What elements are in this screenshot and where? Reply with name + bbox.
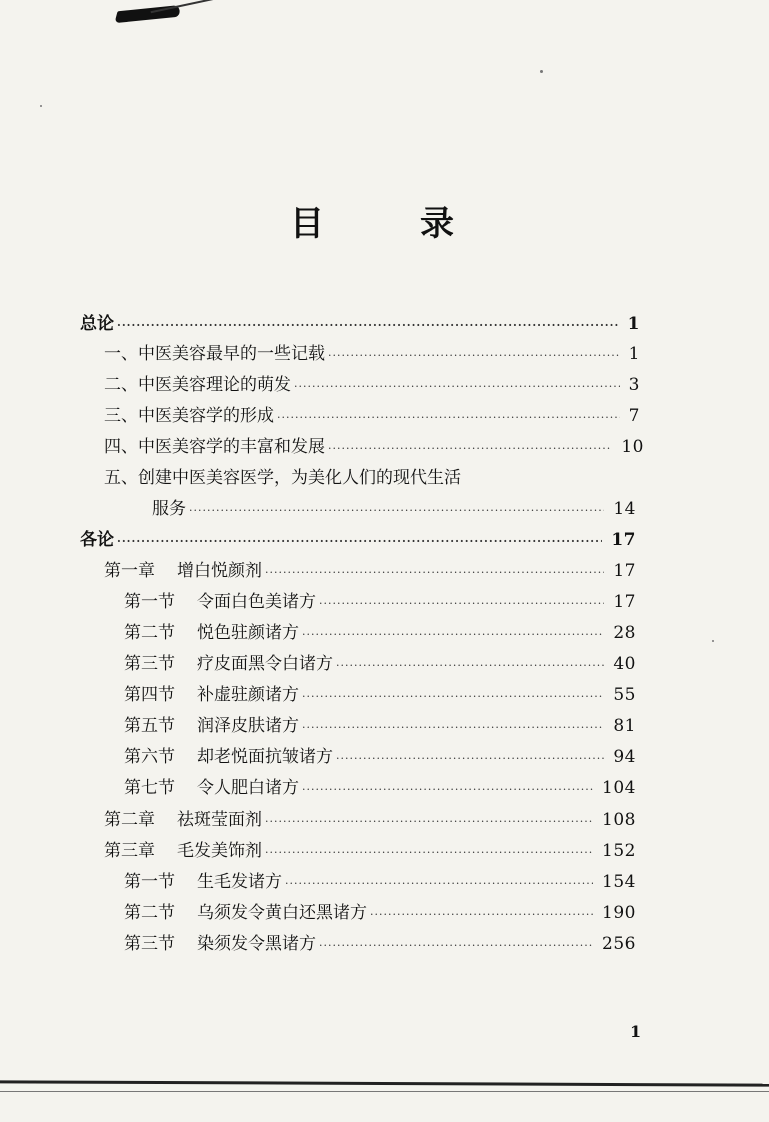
toc-label xyxy=(124,868,282,896)
toc-section-title: 却老悦面抗皱诸方 xyxy=(197,747,333,767)
toc-page-number: 154 xyxy=(602,872,636,892)
toc-page-number: 17 xyxy=(613,561,636,581)
toc-section[interactable] xyxy=(124,743,636,771)
toc-label xyxy=(104,806,262,834)
toc-section-number: 第三节 xyxy=(124,654,175,674)
toc-section-title: 悦色驻颜诸方 xyxy=(197,623,299,643)
toc-label: 二、中医美容理论的萌发 xyxy=(104,375,291,395)
toc-chapter-title: 祛斑莹面剂 xyxy=(177,810,262,830)
toc-section-number: 第五节 xyxy=(124,716,175,736)
toc-section-number: 第六节 xyxy=(124,747,175,767)
dot-leader xyxy=(265,808,593,836)
bottom-rule-thin xyxy=(0,1091,769,1092)
toc-label xyxy=(124,650,333,678)
toc-chapter-number: 第三章 xyxy=(104,841,155,861)
toc-section[interactable] xyxy=(104,402,640,430)
toc-label xyxy=(124,619,299,647)
dot-leader xyxy=(117,312,619,340)
toc-section[interactable] xyxy=(124,650,636,678)
toc-page-number: 7 xyxy=(628,406,640,426)
dot-leader xyxy=(302,683,604,711)
toc-section[interactable] xyxy=(124,930,636,958)
toc-chapter-title: 增白悦颜剂 xyxy=(177,561,262,581)
toc-label xyxy=(104,837,262,865)
toc-section-number: 第七节 xyxy=(124,778,175,798)
toc-page-number: 108 xyxy=(602,810,636,830)
toc-section[interactable] xyxy=(124,868,636,896)
toc-page-number: 55 xyxy=(613,685,636,705)
toc-section[interactable] xyxy=(124,774,636,802)
toc-section[interactable] xyxy=(104,340,640,368)
dot-leader xyxy=(117,528,602,556)
dot-leader xyxy=(294,373,620,401)
toc-page-number: 17 xyxy=(613,592,636,612)
toc-section[interactable] xyxy=(124,588,636,616)
toc-chapter-number: 第二章 xyxy=(104,810,155,830)
toc-label xyxy=(124,899,367,927)
dot-leader xyxy=(265,559,604,587)
toc-chapter-number: 第一章 xyxy=(104,561,155,581)
toc-section-title: 令人肥白诸方 xyxy=(197,778,299,798)
dot-leader xyxy=(328,342,620,370)
dot-leader xyxy=(302,621,604,649)
toc-section-title: 令面白色美诸方 xyxy=(197,592,316,612)
page-number: 1 xyxy=(630,1022,642,1041)
toc-chapter[interactable] xyxy=(104,557,636,585)
toc-page-number: 104 xyxy=(602,778,636,798)
toc-section-number: 第二节 xyxy=(124,903,175,923)
dot-leader xyxy=(189,497,604,525)
toc-section-number: 第四节 xyxy=(124,685,175,705)
toc-page-number: 1 xyxy=(628,344,640,364)
toc-section[interactable] xyxy=(104,464,624,492)
toc-page-number: 14 xyxy=(613,499,636,519)
toc-section-number: 第二节 xyxy=(124,623,175,643)
toc-section-title: 疗皮面黑令白诸方 xyxy=(197,654,333,674)
dot-leader xyxy=(336,745,604,773)
toc-page-number: 190 xyxy=(602,903,636,923)
dot-leader xyxy=(328,435,612,463)
toc-label: 五、创建中医美容医学，为美化人们的现代生活 xyxy=(104,468,461,488)
toc-section-title: 生毛发诸方 xyxy=(197,872,282,892)
toc-label xyxy=(124,774,299,802)
toc-section-title: 润泽皮肤诸方 xyxy=(197,716,299,736)
toc-label: 一、中医美容最早的一些记载 xyxy=(104,344,325,364)
toc-label xyxy=(124,930,316,958)
toc-label xyxy=(104,557,262,585)
toc-label: 总论 xyxy=(80,314,114,334)
dot-leader xyxy=(285,870,593,898)
dot-leader xyxy=(302,714,604,742)
toc-section-title: 乌须发令黄白还黑诸方 xyxy=(197,903,367,923)
toc-page-number: 40 xyxy=(613,654,636,674)
toc-section[interactable] xyxy=(104,433,644,461)
toc-section[interactable] xyxy=(124,712,636,740)
toc-label xyxy=(124,743,333,771)
toc-page-number: 256 xyxy=(602,934,636,954)
toc-section[interactable] xyxy=(104,371,640,399)
dot-leader xyxy=(277,404,620,432)
toc-page-number: 10 xyxy=(621,437,644,457)
toc-chapter-title: 毛发美饰剂 xyxy=(177,841,262,861)
toc-section-number: 第一节 xyxy=(124,872,175,892)
toc-label xyxy=(124,712,299,740)
toc-page-number: 81 xyxy=(613,716,636,736)
toc-label: 服务 xyxy=(152,499,186,519)
toc-label xyxy=(124,588,316,616)
dot-leader xyxy=(336,652,604,680)
toc-section[interactable] xyxy=(124,681,636,709)
toc-page-number: 17 xyxy=(611,530,636,550)
toc-section-number: 第一节 xyxy=(124,592,175,612)
toc-page-number: 28 xyxy=(613,623,636,643)
toc-chapter[interactable] xyxy=(104,806,636,834)
toc-section-title: 补虚驻颜诸方 xyxy=(197,685,299,705)
title-char-2: 录 xyxy=(420,204,454,244)
toc-label xyxy=(124,681,299,709)
dot-leader xyxy=(302,776,593,804)
dot-leader xyxy=(319,932,593,960)
toc-label: 三、中医美容学的形成 xyxy=(104,406,274,426)
toc-section-continued[interactable] xyxy=(152,495,636,523)
toc-page-number: 3 xyxy=(628,375,640,395)
toc-page-number: 152 xyxy=(602,841,636,861)
toc-label: 四、中医美容学的丰富和发展 xyxy=(104,437,325,457)
title-char-1: 目 xyxy=(290,204,324,244)
toc-section[interactable] xyxy=(124,899,636,927)
toc-page-number: 1 xyxy=(627,314,640,334)
toc-label: 各论 xyxy=(80,530,114,550)
toc-section-number: 第三节 xyxy=(124,934,175,954)
toc-page-number: 94 xyxy=(613,747,636,767)
toc-section[interactable] xyxy=(124,619,636,647)
dot-leader xyxy=(370,901,593,929)
dot-leader xyxy=(319,590,604,618)
toc-chapter[interactable] xyxy=(104,837,636,865)
dot-leader xyxy=(265,839,593,867)
toc-section-title: 染须发令黑诸方 xyxy=(197,934,316,954)
toc-part-specific[interactable] xyxy=(80,526,636,554)
toc-part-general[interactable] xyxy=(80,310,640,338)
